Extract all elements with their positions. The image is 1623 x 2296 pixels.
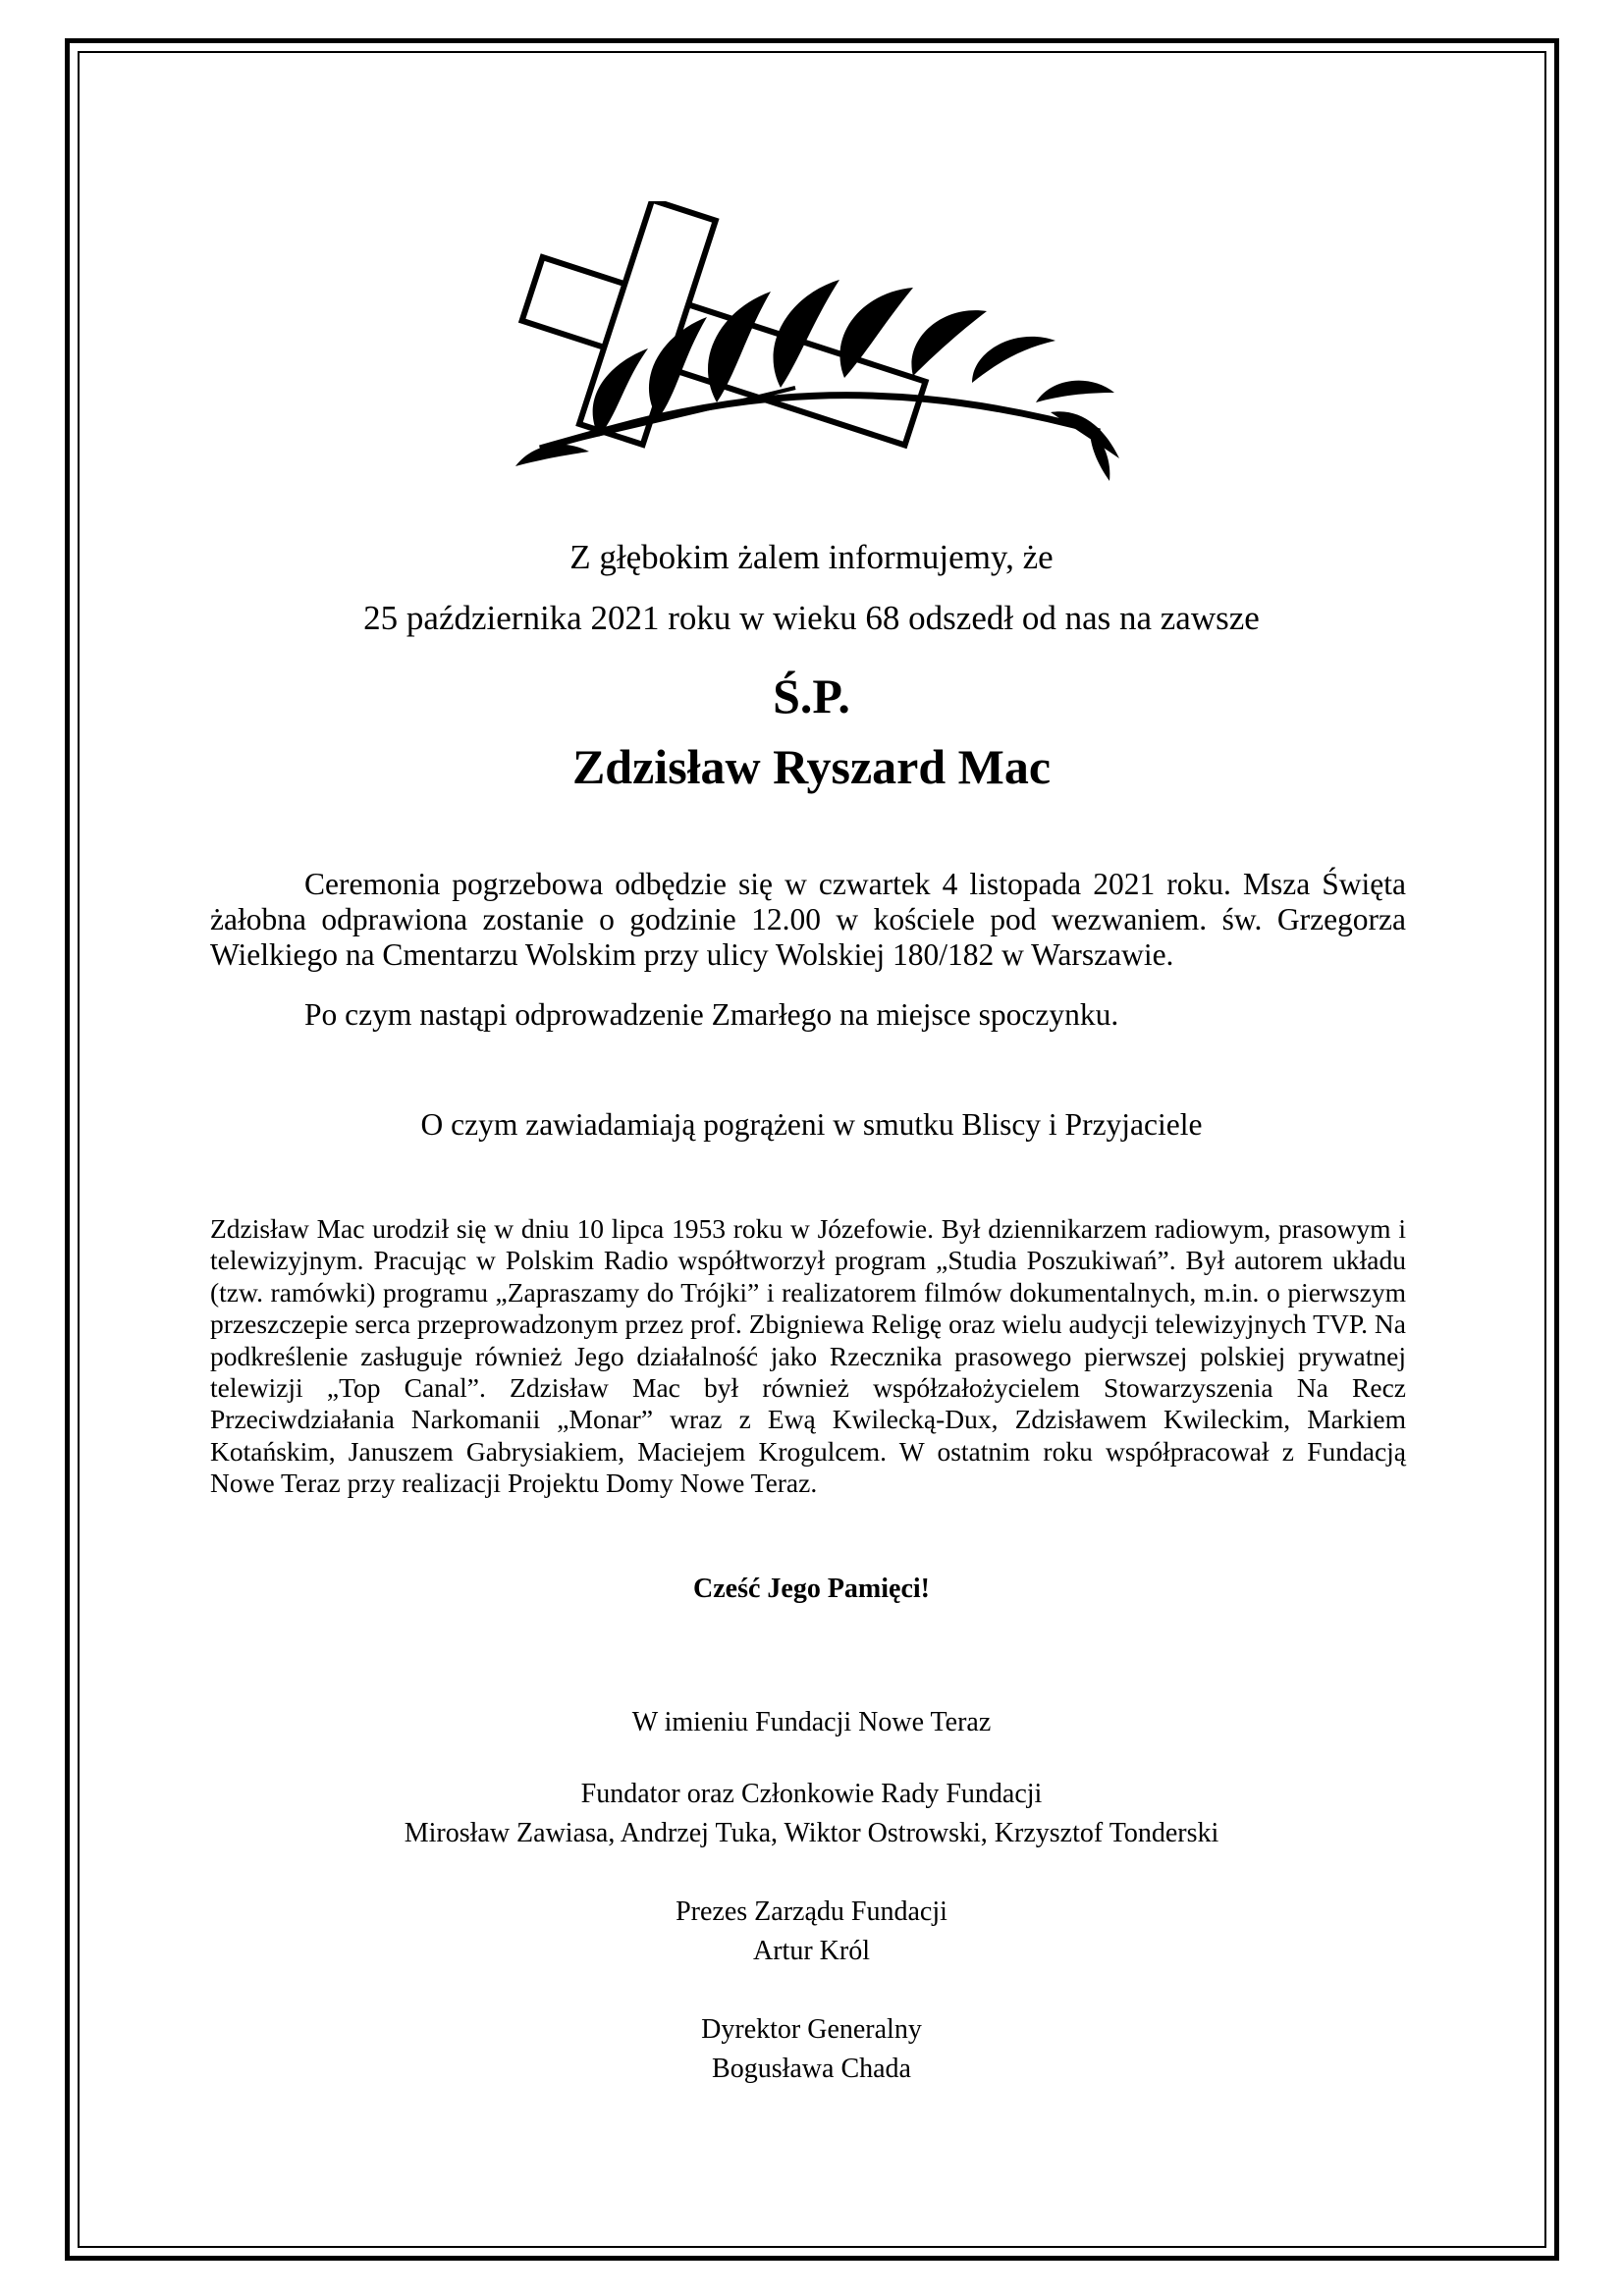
director-title: Dyrektor Generalny [701,2014,922,2045]
memorial-phrase: Cześć Jego Pamięci! [693,1574,930,1604]
ceremony-paragraph: Ceremonia pogrzebowa odbędzie się w czwartek 4 listopada 2021 roku. Msza Święta żałobna odprawiona zostanie o godzinie 12.00 w kościele pod wezwaniem. św. Grzegorza Wielkiego na Cmentarzu Wolskim przy ulicy Wolskiej 180/182 w Warszawie. [210,867,1406,972]
title-prefix: Ś.P. [773,668,850,723]
director-name: Bogusława Chada [712,2054,911,2084]
intro-line-2: 25 października 2021 roku w wieku 68 odszedł od nas na zawsze [363,599,1260,637]
cross-with-palm-branch-icon [501,201,1129,486]
board-title: Fundator oraz Członkowie Rady Fundacji [580,1779,1043,1809]
deceased-name: Zdzisław Ryszard Mac [571,739,1052,794]
board-members: Mirosław Zawiasa, Andrzej Tuka, Wiktor Ostrowski, Krzysztof Tonderski [404,1818,1219,1848]
informed-by-line: O czym zawiadamiają pogrążeni w smutku Bliscy i Przyjaciele [420,1107,1203,1142]
intro-line-1: Z głębokim żalem informujemy, że [569,538,1054,576]
procession-line: Po czym nastąpi odprowadzenie Zmarłego na miejsce spoczynku. [304,997,1119,1032]
on-behalf-line: W imieniu Fundacji Nowe Teraz [631,1707,992,1737]
president-title: Prezes Zarządu Fundacji [676,1896,947,1927]
biography-paragraph: Zdzisław Mac urodził się w dniu 10 lipca 1953 roku w Józefowie. Był dziennikarzem radiowym, prasowym i telewizyjnym. Pracując w Polskim Radio współtworzył program „Studia Poszukiwań”. Był autorem układu (tzw. ramówki) programu „Zapraszamy do Trójki” i realizatorem filmów dokumentalnych, m.in. o pierwszym przeszczepie serca przeprowadzonym przez prof. Zbigniewa Religę oraz wielu audycji telewizyjnych TVP. Na podkreślenie zasługuje również Jego działalność jako Rzecznika prasowego pierwszej polskiej prywatnej telewizji „Top Canal”. Zdzisław Mac był również współzałożycielem Stowarzyszenia Na Recz Przeciwdziałania Narkomanii „Monar” wraz z Ewą Kwilecką-Dux, Zdzisławem Kwileckim, Markiem Kotańskim, Januszem Gabrysiakiem, Maciejem Krogulcem. W ostatnim roku współpracował z Fundacją Nowe Teraz przy realizacji Projektu Domy Nowe Teraz. [210,1213,1406,1499]
president-name: Artur Król [753,1936,870,1966]
